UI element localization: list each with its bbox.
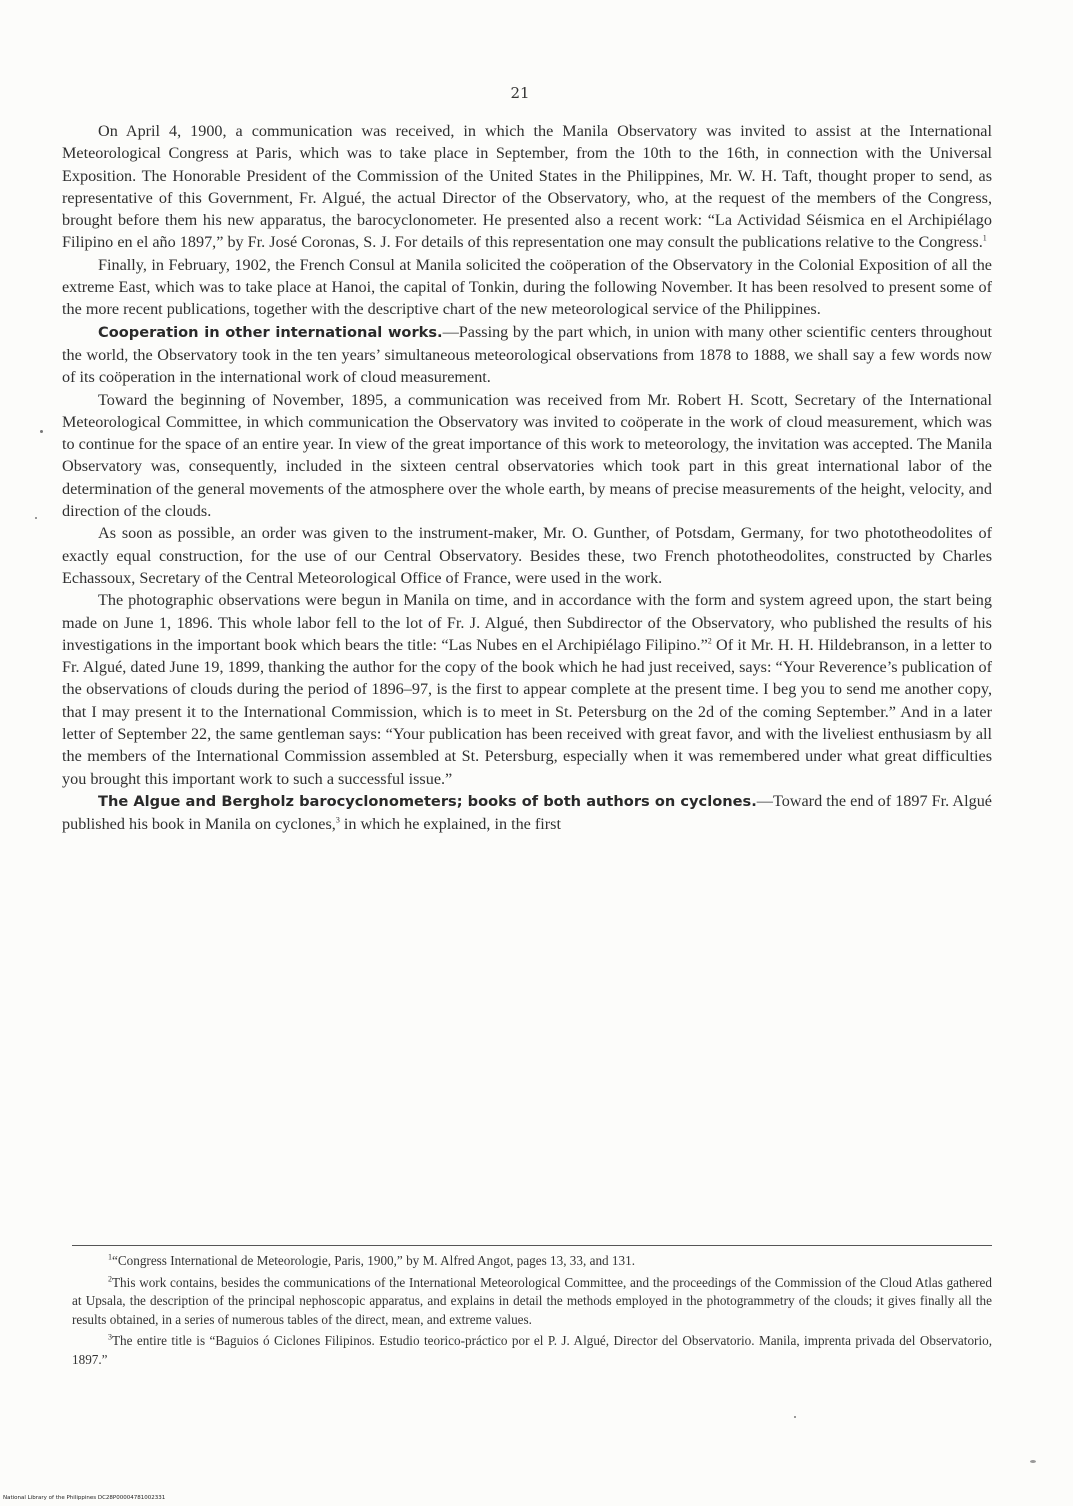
scan-speck <box>40 430 43 433</box>
footnote-1 <box>72 1252 992 1271</box>
scan-speck <box>794 1416 796 1418</box>
footnote-reference[interactable]: 1 <box>982 234 987 244</box>
footnote-mark: 3 <box>108 1332 112 1342</box>
section-heading: Cooperation in other international works. <box>98 323 443 341</box>
paragraph-7 <box>62 790 992 836</box>
footnotes <box>72 1252 992 1373</box>
paragraph-text: —Passing by the part which, in union with many other scientific centers throughout the world, the Observatory took in the ten years’ simultaneous meteorological observations from 1878 to 1888, we shall say a few words now of its coöperation in the international work of cloud measurement. <box>62 322 992 387</box>
paragraph-4 <box>62 389 992 523</box>
scan-speck <box>35 517 37 519</box>
paragraph-text: As soon as possible, an order was given to the instrument-maker, Mr. O. Gunther, of Potsdam, Germany, for two phototheodolites of exactly equal construction, for the use of our Central Observatory. Besides these, two French phototheodolites, constructed by Charles Echassoux, Secretary of the Central Meteorological Office of France, were used in the work. <box>62 524 992 587</box>
paragraph-text: Finally, in February, 1902, the French Consul at Manila solicited the coöperation of the Observatory in the Colonial Exposition of all the extreme East, which was to take place at Hanoi, the capital of Tonkin, during the following November. It has been resolved to present some of the more recent publications, together with the descriptive chart of the new meteorological service of the Philippines. <box>62 255 992 319</box>
paragraph-text: On April 4, 1900, a communication was received, in which the Manila Observatory was invited to assist at the International Meteorological Congress at Paris, which was to take place in September, from the 10th to the 16th, in connection with the Universal Exposition. The Honorable President of the Commission of the United States in the Philippines, Mr. W. H. Taft, thought proper to send, as representative of this Government, Fr. Algué, the actual Director of the Observatory, who, at the request of the members of the Congress, brought before them his new apparatus, the barocyclonometer. He presented also a recent work: “La Actividad Séismica en el Archipiélago Filipino en el año 1897,” by Fr. José Coronas, S. J. For details of this representation one may consult the publications relative to the Congress. <box>62 122 992 252</box>
paragraph-5 <box>62 522 992 589</box>
paragraph-6 <box>62 589 992 790</box>
footnote-text: The entire title is “Baguios ó Ciclones Filipinos. Estudio teorico-práctico por el P. J. Algué, Director del Observatorio. Manila, imprenta privada del Observatorio, 1897.” <box>72 1333 992 1367</box>
footnote-3 <box>72 1332 992 1369</box>
paragraph-2 <box>62 254 992 321</box>
paragraph-text: The photographic observations were begun in Manila on time, and in accordance with the form and system agreed upon, the start being made on June 1, 1896. This whole labor fell to the lot of Fr. J. Algué, then Subdirector of the Observatory, who published the results of his investigations in the important book which bears the title: “Las Nubes en el Archipiélago Filipino.” <box>62 591 992 654</box>
footnote-reference[interactable]: 3 <box>335 815 340 825</box>
footnote-2 <box>72 1274 992 1330</box>
scan-attribution: National Library of the Philippines DC28P00004781002331 <box>3 1495 166 1501</box>
footnote-reference[interactable]: 2 <box>707 636 712 646</box>
footnote-divider <box>72 1245 992 1246</box>
footnote-text: This work contains, besides the communications of the International Meteorological Committee, and the proceedings of the Commission of the Cloud Atlas gathered at Upsala, the description of the principal nephoscopic apparatus, and explains in detail the methods employed in the photogrammetry of the clouds; it gives finally all the results obtained, in a series of numerous tables of the direct, mean, and extreme values. <box>72 1274 992 1327</box>
scan-speck <box>1030 1460 1036 1463</box>
body-text <box>62 120 992 836</box>
paragraph-text: Of it Mr. H. H. Hildebranson, in a letter to Fr. Algué, dated June 19, 1899, thanking the author for the copy of the book which he had just received, says: “Your Reverence’s publication of the observations of clouds during the period of 1896–97, is the first to appear complete at the present time. I beg you to send me another copy, that I may present it to the International Commission, which is to meet in St. Petersburg on the 2d of the coming September.” And in a later letter of September 22, the same gentleman says: “Your publication has been received with great favor, and with the liveliest enthusiasm by all the members of the International Commission assembled at St. Petersburg, especially when it was remembered under what great difficulties you brought this important work to such a successful issue.” <box>62 635 992 788</box>
footnote-text: “Congress International de Meteorologie, Paris, 1900,” by M. Alfred Angot, pages 13, 33, and 131. <box>112 1253 636 1268</box>
paragraph-3 <box>62 321 992 389</box>
paragraph-1 <box>62 120 992 254</box>
paragraph-text: in which he explained, in the first <box>339 815 561 834</box>
footnote-mark: 1 <box>108 1252 112 1262</box>
paragraph-text: Toward the beginning of November, 1895, a communication was received from Mr. Robert H. Scott, Secretary of the International Meteorological Committee, in which communication the Observatory was invited to coöperate in the work of cloud measurement, which was to continue for the space of an entire year. In view of the great importance of this work to meteorology, the invitation was accepted. The Manila Observatory was, consequently, included in the sixteen central observatories which took part in this great international labor of the determination of the general movements of the atmosphere over the whole earth, by means of precise measurements of the height, velocity, and direction of the clouds. <box>62 390 993 521</box>
section-heading: The Algue and Bergholz barocyclonometers; books of both authors on cyclones. <box>98 792 757 810</box>
page-number: 21 <box>510 84 530 102</box>
paragraph-text: —Toward the end of 1897 Fr. Algué published his book in Manila on cyclones, <box>62 791 992 834</box>
footnote-mark: 2 <box>108 1274 112 1284</box>
